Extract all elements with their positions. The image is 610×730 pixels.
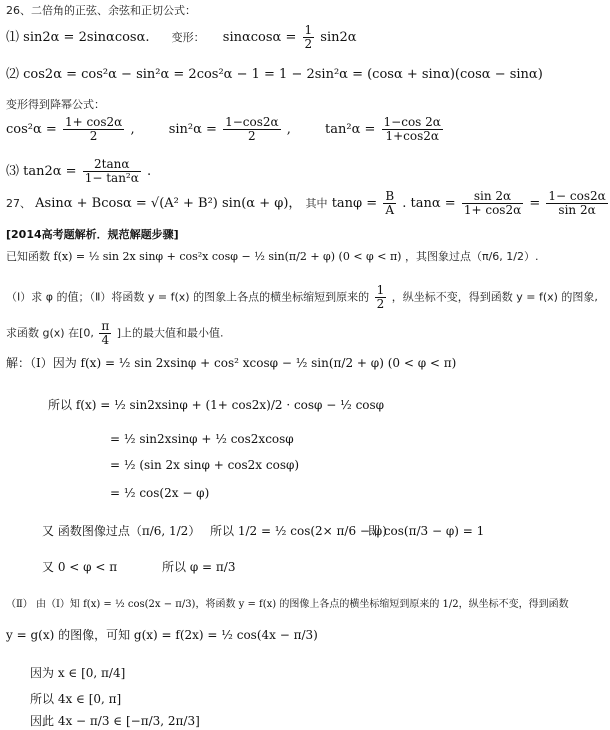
solution-step-9: y = g(x) 的图像，可知 g(x) = f(2x) = ½ cos(4x − π/3) [6, 628, 318, 642]
solution-step-5: = ½ cos(2x − φ) [110, 486, 210, 500]
punct: , [286, 122, 291, 137]
fraction: $\frac{2\tan\alpha}{\text{1− tan²α}}$ [84, 157, 139, 185]
solution-step-10: 因为 x ∈ [0, π/4] [30, 666, 126, 680]
solution-step-12: 因此 4x − π/3 ∈ [−π/3, 2π/3] [30, 714, 200, 728]
fraction: $\frac{1}{2}$ [304, 23, 313, 51]
formula-lhs: cos²α = [6, 122, 57, 137]
solution-step-6b: 所以 1/2 = ½ cos(2× π/6 − φ) [210, 524, 387, 538]
label-where: 其中 [305, 197, 328, 210]
fraction: $\frac{B}{A}$ [385, 189, 395, 217]
formula-rhs: sinαcosα = [222, 30, 297, 45]
reduction-title: 变形得到降幂公式： [6, 98, 105, 111]
question-text: ，纵坐标不变，得到函数 y = f(x) 的图象, [391, 290, 598, 304]
question-text: ]上的最大值和最小值. [116, 326, 224, 340]
formula-auxiliary-angle [6, 190, 610, 217]
formula-text: cos2α = cos²α − sin²α = 2cos²α − 1 = 1 − 2sin²α = (cosα + sinα)(cosα − sinα) [23, 67, 543, 82]
solution-step-6c: 即 cos(π/3 − φ) = 1 [368, 524, 485, 538]
formula-label: ⑵ [6, 67, 20, 82]
formula-label: ⑴ [6, 30, 20, 45]
fraction: $\frac{1+ \cos 2\alpha}{2}$ [64, 115, 123, 143]
reduction-formulas [6, 116, 445, 143]
question-text: （Ⅰ）求 φ 的值；（Ⅱ）将函数 y = f(x) 的图象上各点的横坐标缩短到原来的 [6, 290, 370, 304]
given-label: 已知函数 [6, 250, 50, 263]
solution-step-7a: 又 0 < φ < π [42, 560, 118, 574]
exam-title: [2014高考题解析．规范解题步骤] [6, 228, 179, 241]
fraction: $\frac{\pi}{4}$ [101, 319, 110, 347]
formula-sin-double [6, 24, 357, 51]
formula-tan-double [6, 158, 151, 185]
exam-question-1 [6, 284, 598, 311]
solution-step-7b: 所以 φ = π/3 [162, 560, 236, 574]
solution-step-2: 所以 f(x) = ½ sin2xsinφ + (1+ cos2x)/2 · cosφ − ½ cosφ [48, 398, 385, 412]
fraction: $\frac{1- \cos 2\alpha}{\sin 2\alpha}$ [548, 189, 606, 217]
formula-rhs-end: sin2α [320, 30, 357, 45]
fraction: $\frac{\sin 2\alpha}{1+ \cos 2\alpha}$ [463, 189, 522, 217]
solution-step-8: （Ⅱ） 由（Ⅰ）知 f(x) = ½ cos(2x − π/3)，将函数 y = f(x) 的图像上各点的横坐标缩短到原来的 1/2，纵坐标不变，得到函数 [6, 599, 569, 610]
given-function: f(x) = ½ sin 2x sinφ + cos²x cosφ − ½ sin(π/2 + φ) (0 < φ < π) [53, 250, 402, 263]
solution-step-4: = ½ (sin 2x sinφ + cos2x cosφ) [110, 458, 300, 472]
exam-question-2 [6, 320, 224, 347]
formula-text: Asinα + Bcosα = √(A² + B²) sin(α + φ)， [35, 196, 302, 211]
formula-lhs: . tanα = [402, 196, 456, 211]
formula-lhs: sin²α = [168, 122, 217, 137]
formula-cos-double [6, 66, 543, 84]
solution-step-11: 所以 4x ∈ [0, π] [30, 692, 122, 706]
fraction: $\frac{1-\cos 2\alpha}{1+\cos 2\alpha}$ [383, 115, 441, 143]
formula-text: sin2α = 2sinαcosα. [23, 30, 150, 45]
punct: , [130, 122, 135, 137]
formula-lhs: tan²α = [325, 122, 376, 137]
exam-given [6, 248, 539, 266]
formula-lhs: tan2α = [23, 164, 77, 179]
transform-label: 变形： [171, 31, 205, 44]
question-text: 求函数 g(x) 在[0, [6, 326, 94, 340]
fraction: $\frac{1-\cos 2\alpha}{2}$ [225, 115, 279, 143]
formula-label: ⑶ [6, 164, 20, 179]
section-27-number: 27、 [6, 197, 31, 210]
punct: . [146, 164, 152, 179]
formula-lhs: tanφ = [331, 196, 378, 211]
equals: = [529, 196, 541, 211]
solution-step-3: = ½ sin2xsinφ + ½ cos2xcosφ [110, 432, 294, 446]
solution-step-6a: 又 函数图像过点（π/6, 1/2） [42, 524, 201, 538]
section-26-heading: 26、二倍角的正弦、余弦和正切公式： [6, 4, 196, 17]
given-point: ，其图象过点（π/6, 1/2）. [404, 250, 539, 263]
fraction: $\frac{1}{2}$ [376, 283, 385, 311]
solution-step-1: 解：（Ⅰ）因为 f(x) = ½ sin 2xsinφ + cos² xcosφ − ½ sin(π/2 + φ) (0 < φ < π) [6, 356, 457, 370]
